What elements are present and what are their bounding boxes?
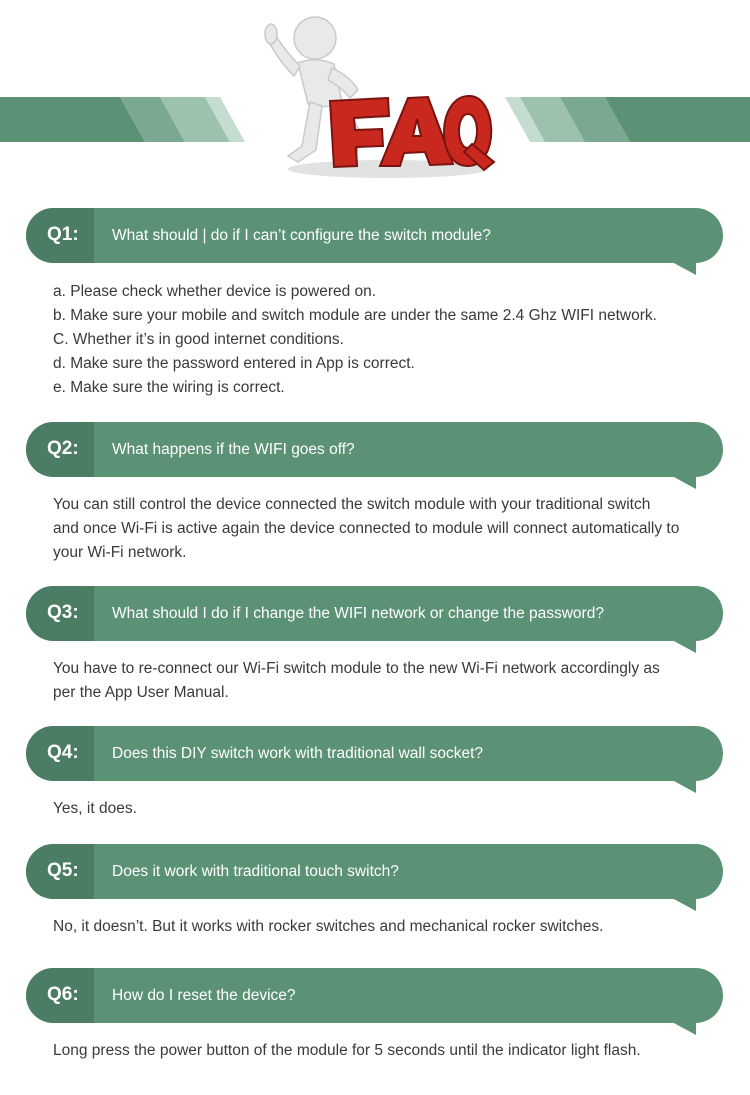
answer-line: You can still control the device connected the switch module with your traditional switch xyxy=(53,496,651,513)
answer-line: You have to re-connect our Wi-Fi switch module to the new Wi-Fi network accordingly as xyxy=(53,660,660,677)
answer-text xyxy=(53,797,723,821)
speech-bubble-tail xyxy=(672,898,696,911)
answer-line: C. Whether it’s in good internet conditions. xyxy=(53,331,344,348)
question-number: Q4: xyxy=(47,742,79,763)
question-text: What should I do if I change the WIFI network or change the password? xyxy=(112,605,604,622)
question-text: What happens if the WIFI goes off? xyxy=(112,441,355,458)
question-number: Q1: xyxy=(47,224,79,245)
answer-line: d. Make sure the password entered in App is correct. xyxy=(53,355,415,372)
question-number: Q5: xyxy=(47,860,79,881)
answer-text xyxy=(53,657,723,705)
speech-bubble-tail xyxy=(672,780,696,793)
answer-text xyxy=(53,280,723,400)
answer-line: Yes, it does. xyxy=(53,800,137,817)
question-number: Q2: xyxy=(47,438,79,459)
answer-line: per the App User Manual. xyxy=(53,684,229,701)
speech-bubble-tail xyxy=(672,1022,696,1035)
question-number-badge xyxy=(26,422,94,477)
answer-line: b. Make sure your mobile and switch module are under the same 2.4 Ghz WIFI network. xyxy=(53,307,657,324)
question-text: What should | do if I can’t configure the switch module? xyxy=(112,227,491,244)
question-text: How do I reset the device? xyxy=(112,987,296,1004)
question-number-badge xyxy=(26,726,94,781)
question-number: Q3: xyxy=(47,602,79,623)
speech-bubble-tail xyxy=(672,262,696,275)
question-bar xyxy=(26,208,723,263)
question-number-badge xyxy=(26,208,94,263)
faq-mascot-illustration xyxy=(258,6,498,182)
speech-bubble-tail xyxy=(672,476,696,489)
answer-line: Long press the power button of the module for 5 seconds until the indicator light flash. xyxy=(53,1042,641,1059)
question-text: Does it work with traditional touch switch? xyxy=(112,863,399,880)
question-number: Q6: xyxy=(47,984,79,1005)
question-bar xyxy=(26,968,723,1023)
question-bar xyxy=(26,844,723,899)
question-number-badge xyxy=(26,968,94,1023)
question-number-badge xyxy=(26,844,94,899)
answer-line: and once Wi-Fi is active again the device connected to module will connect automatically to xyxy=(53,520,680,537)
question-text: Does this DIY switch work with traditional wall socket? xyxy=(112,745,483,762)
answer-line: e. Make sure the wiring is correct. xyxy=(53,379,285,396)
left-decorative-stripe xyxy=(0,97,245,142)
answer-text xyxy=(53,1039,723,1063)
question-bar xyxy=(26,422,723,477)
speech-bubble-tail xyxy=(672,640,696,653)
question-number-badge xyxy=(26,586,94,641)
question-bar xyxy=(26,726,723,781)
answer-text xyxy=(53,493,723,565)
answer-line: your Wi-Fi network. xyxy=(53,544,187,561)
answer-text xyxy=(53,915,723,939)
answer-line: No, it doesn’t. But it works with rocker switches and mechanical rocker switches. xyxy=(53,918,604,935)
answer-line: a. Please check whether device is powered on. xyxy=(53,283,377,300)
faq-header xyxy=(0,0,750,190)
right-decorative-stripe xyxy=(505,97,750,142)
question-bar xyxy=(26,586,723,641)
